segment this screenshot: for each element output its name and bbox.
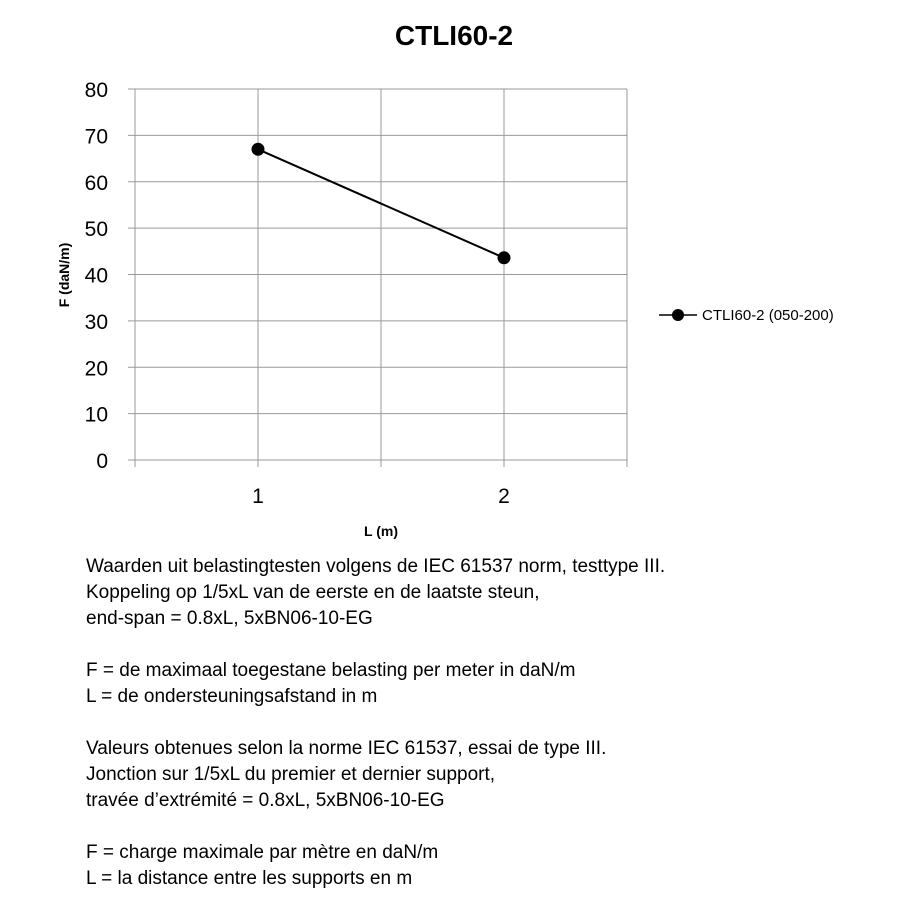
- chart-title: CTLI60-2: [394, 20, 514, 51]
- note-block: [86, 840, 886, 892]
- y-tick-label: 50: [84, 218, 108, 242]
- x-axis-label: L (m): [364, 523, 398, 539]
- note-line: travée d’extrémité = 0.8xL, 5xBN06-10-EG: [86, 790, 445, 811]
- legend: [659, 307, 834, 324]
- note-line: F = de maximaal toegestane belasting per meter in daN/m: [86, 660, 576, 681]
- x-tick-label: 1: [252, 485, 264, 508]
- legend-point-marker: [672, 309, 684, 321]
- y-axis-label: F (daN/m): [56, 242, 72, 308]
- note-line: L = la distance entre les supports en m: [86, 868, 413, 889]
- note-line: Koppeling op 1/5xL van de eerste en de laatste steun,: [86, 582, 540, 603]
- note-block: [86, 658, 886, 710]
- note-line: Jonction sur 1/5xL du premier et dernier support,: [86, 764, 496, 785]
- notes: [86, 554, 886, 918]
- y-tick-label: 0: [96, 450, 108, 473]
- note-line: end-span = 0.8xL, 5xBN06-10-EG: [86, 608, 373, 629]
- y-tick-labels: [85, 79, 108, 473]
- note-block: [86, 736, 886, 814]
- y-tick-label: 20: [84, 357, 108, 381]
- y-tick-label: 10: [84, 403, 108, 427]
- y-tick-label: 60: [84, 171, 108, 195]
- note-line: Valeurs obtenues selon la norme IEC 61537, essai de type III.: [86, 738, 607, 759]
- axes: [128, 89, 627, 467]
- data-point: [252, 143, 265, 156]
- grid: [135, 89, 627, 460]
- note-block: [86, 554, 886, 632]
- y-tick-label: 40: [84, 264, 108, 288]
- y-tick-label: 80: [84, 79, 108, 102]
- data-point: [498, 251, 511, 264]
- x-tick-label: 2: [498, 485, 510, 508]
- legend-label: CTLI60-2 (050-200): [702, 307, 834, 324]
- y-tick-label: 70: [84, 125, 108, 149]
- y-tick-label: 30: [84, 310, 108, 334]
- note-line: L = de ondersteuningsafstand in m: [86, 686, 378, 707]
- note-line: F = charge maximale par mètre en daN/m: [86, 842, 439, 863]
- x-tick-labels: [252, 485, 510, 508]
- note-line: Waarden uit belastingtesten volgens de IEC 61537 norm, testtype III.: [86, 556, 666, 577]
